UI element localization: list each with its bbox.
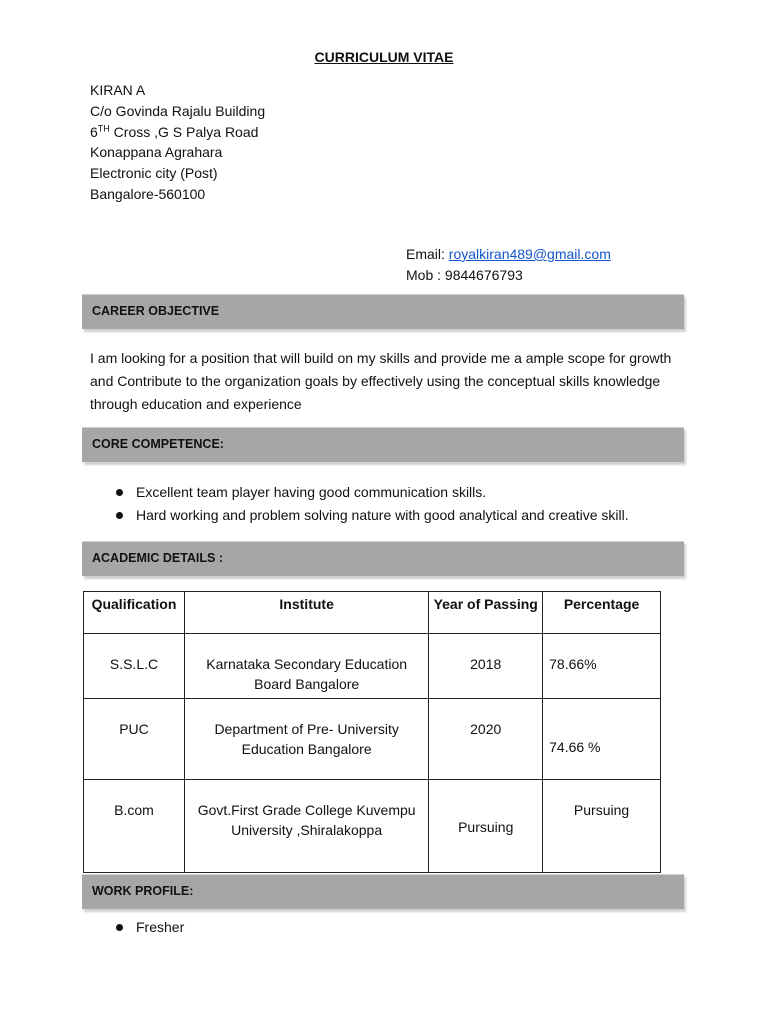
cell-institute: Department of Pre- University Education Bangalore (184, 699, 428, 780)
section-career-objective (82, 294, 684, 329)
header-year: Year of Passing (429, 592, 543, 634)
section-core-competence (82, 427, 684, 462)
document-title: CURRICULUM VITAE (314, 49, 454, 65)
list-item: Fresher (114, 916, 184, 939)
contact-block (406, 244, 611, 286)
career-objective-text: I am looking for a position that will build on my skills and provide me a ample scope for growth and Contribute to the organization goals by effectively using the conceptual skills knowledge through education and experience (90, 350, 672, 412)
mobile-label: Mob : (406, 266, 445, 283)
cell-year: 2018 (429, 634, 543, 699)
candidate-name: KIRAN A (90, 82, 146, 98)
ordinal-superscript: TH (97, 122, 110, 133)
header-qualification: Qualification (84, 592, 185, 634)
email-link[interactable]: royalkiran489@gmail.com (448, 246, 611, 262)
table-header-row (84, 592, 661, 634)
cell-qualification: PUC (84, 699, 185, 780)
section-heading: CORE COMPETENCE: (92, 437, 224, 451)
address-block (90, 80, 265, 205)
section-heading: CAREER OBJECTIVE (92, 304, 220, 318)
core-competence-list (114, 481, 629, 527)
cell-qualification: B.com (84, 780, 185, 873)
header-percentage: Percentage (543, 592, 661, 634)
cell-institute: Karnataka Secondary Education Board Bangalore (184, 634, 428, 699)
academic-table (83, 591, 661, 873)
cell-percentage: 74.66 % (543, 699, 661, 780)
section-heading: ACADEMIC DETAILS : (92, 551, 224, 565)
list-item: Excellent team player having good communication skills. (114, 481, 629, 504)
address-line-3: Konappana Agrahara (90, 144, 223, 161)
address-line-5: Bangalore-560100 (90, 185, 206, 202)
cell-qualification: S.S.L.C (84, 634, 185, 699)
address-line-4: Electronic city (Post) (90, 165, 218, 182)
table-row (84, 780, 661, 873)
work-profile-list (114, 916, 184, 939)
table-row (84, 699, 661, 780)
cell-percentage: 78.66% (543, 634, 661, 699)
cell-year: Pursuing (429, 780, 543, 873)
address-line-1: C/o Govinda Rajalu Building (90, 102, 266, 119)
address-line-2: 6TH Cross ,G S Palya Road (90, 122, 259, 140)
list-item: Hard working and problem solving nature with good analytical and creative skill. (114, 504, 629, 527)
section-heading: WORK PROFILE: (92, 884, 194, 898)
header-institute: Institute (184, 592, 428, 634)
email-label: Email: (406, 246, 449, 262)
mobile-number: 9844676793 (444, 266, 523, 283)
table-row (84, 634, 661, 699)
section-work-profile (82, 874, 684, 909)
cell-percentage: Pursuing (543, 780, 661, 873)
email-line (406, 244, 611, 265)
section-academic-details (82, 541, 684, 576)
cell-institute: Govt.First Grade College Kuvempu University ,Shiralakoppa (184, 780, 428, 873)
mobile-line (406, 265, 611, 286)
cell-year: 2020 (429, 699, 543, 780)
